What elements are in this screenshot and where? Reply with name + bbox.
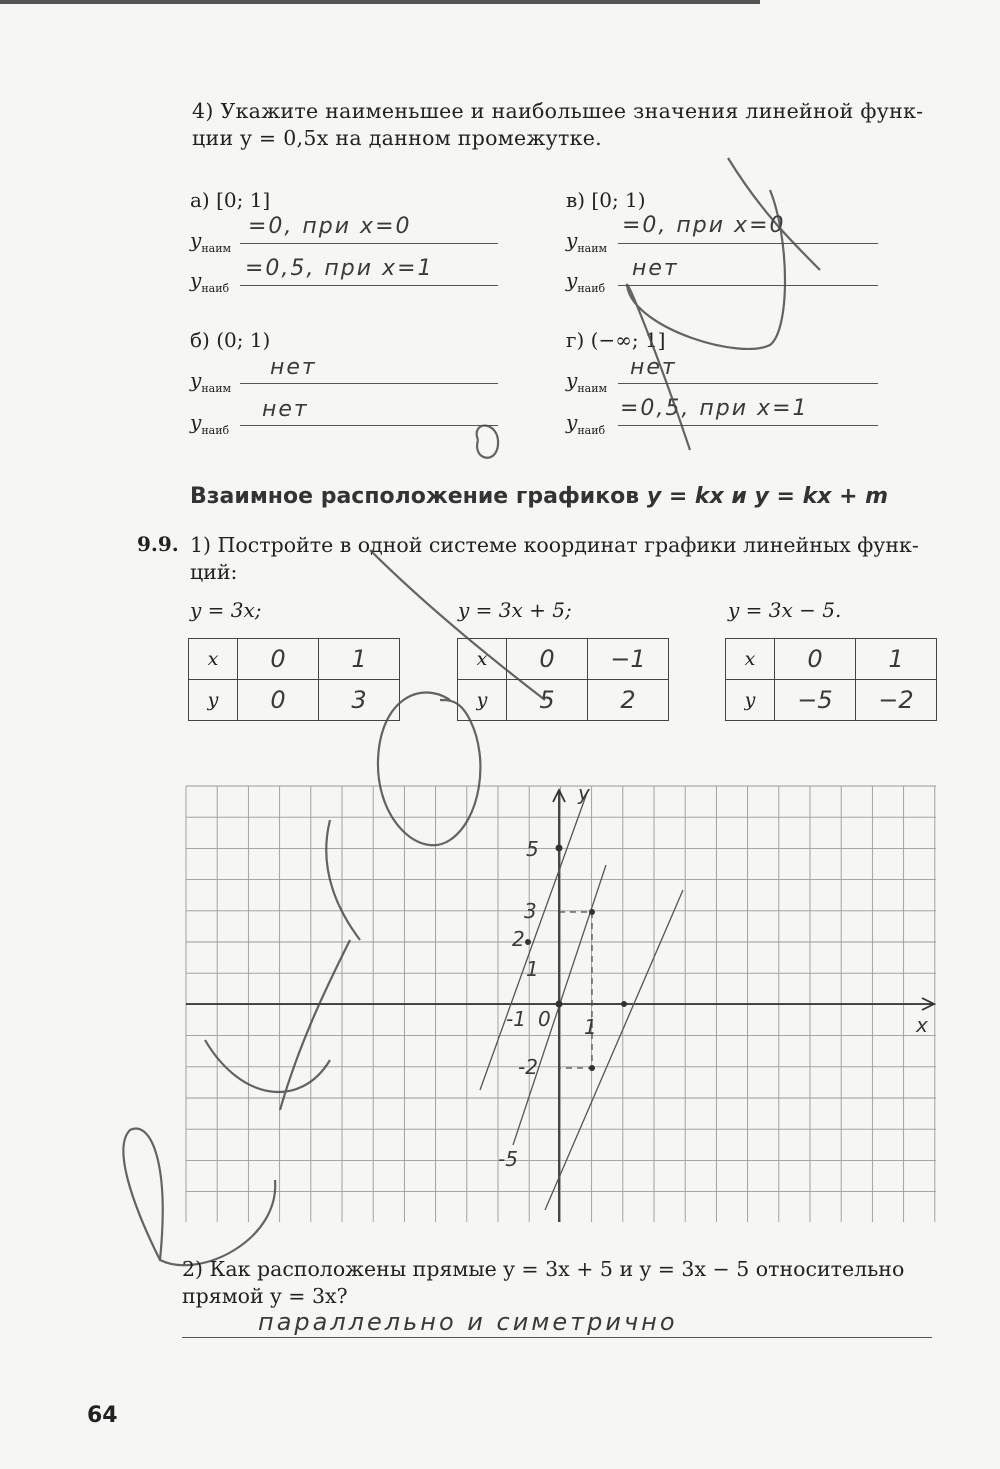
signature-stroke (477, 426, 498, 458)
task99-line1: 1) Постройте в одной системе координат графики линейных функ- (190, 533, 919, 557)
part-g-min-answer: нет (630, 355, 677, 380)
answer-line (240, 425, 498, 426)
part-v-min-answer: =0, при x=0 (622, 213, 786, 238)
tick-label: -1 (506, 1007, 526, 1031)
part-b-max-answer: нет (262, 397, 309, 422)
signature-stroke (123, 1129, 275, 1266)
answer-line (618, 383, 878, 384)
graph-labels (498, 781, 928, 1171)
part-v-min-label: $y_{наим}$ (566, 228, 608, 255)
part-a-max-answer: =0,5, при x=1 (245, 256, 434, 281)
value-table: x 0 −1 y 5 2 (457, 638, 669, 721)
part-v-label: в) [0; 1) (566, 188, 646, 212)
part-b-min-answer: нет (270, 355, 317, 380)
part-g-max-answer: =0,5, при x=1 (620, 396, 809, 421)
question2-text (182, 1256, 934, 1310)
answer-line (240, 285, 498, 286)
tick-label: 1 (584, 1015, 597, 1039)
tick-label: -5 (498, 1147, 518, 1171)
part-g-max-label: $y_{наиб}$ (566, 410, 606, 437)
page-number: 64 (87, 1403, 118, 1428)
signature-stroke (280, 820, 360, 1110)
part-b-max-label: $y_{наиб}$ (190, 410, 230, 437)
y-arrow-icon (553, 790, 565, 802)
answer-line (618, 425, 878, 426)
axes (186, 790, 934, 1222)
answer-line (182, 1337, 932, 1338)
point (556, 845, 563, 852)
task99-text (190, 532, 942, 586)
graph-points (525, 845, 627, 1072)
line-y-3x-minus-5 (545, 890, 683, 1210)
point (621, 1001, 627, 1007)
point (589, 909, 595, 915)
answer-line (618, 285, 878, 286)
task99-line2: ций: (190, 560, 238, 584)
graph-lines (480, 790, 683, 1210)
value-table: x 0 1 y 0 3 (188, 638, 400, 721)
signature-stroke (205, 1040, 330, 1092)
part-g-label: г) (−∞; 1] (566, 328, 666, 352)
question2-line2: прямой y = 3x? (182, 1284, 348, 1308)
function-label: y = 3x − 5. (728, 598, 842, 622)
line-y-3x-plus-5 (480, 790, 588, 1090)
answer-line (240, 383, 498, 384)
tick-label: 2 (512, 927, 525, 951)
tick-label: 5 (526, 837, 539, 861)
part-v-max-label: $y_{наиб}$ (566, 268, 606, 295)
dashed-guides (559, 912, 592, 1068)
task-number: 9.9. (137, 532, 179, 556)
part-v-max-answer: нет (632, 256, 679, 281)
point (556, 1001, 563, 1008)
line-y-3x (513, 865, 606, 1145)
y-axis-label: y (578, 781, 590, 805)
part-a-min-label: $y_{наим}$ (190, 228, 232, 255)
tick-label: 1 (526, 957, 539, 981)
part-g-min-label: $y_{наим}$ (566, 368, 608, 395)
part-b-label: б) (0; 1) (190, 328, 271, 352)
tick-label: 3 (524, 899, 537, 923)
top-border (0, 0, 760, 4)
function-label: y = 3x; (190, 598, 262, 622)
answer-line (618, 243, 878, 244)
task4-text (192, 98, 942, 152)
part-a-max-label: $y_{наиб}$ (190, 268, 230, 295)
part-b-min-label: $y_{наим}$ (190, 368, 232, 395)
value-table: x 0 1 y −5 −2 (725, 638, 937, 721)
part-a-min-answer: =0, при x=0 (248, 214, 412, 239)
answer-line (240, 243, 498, 244)
part-a-label: а) [0; 1] (190, 188, 271, 212)
section-heading: Взаимное расположение графиков y = kx и y = kx + m (190, 484, 889, 509)
task4-line1: 4) Укажите наименьшее и наибольшее значения линейной функ- (192, 99, 924, 123)
x-axis-label: x (916, 1013, 928, 1037)
x-arrow-icon (922, 998, 934, 1010)
question2-answer: параллельно и симетрично (258, 1308, 678, 1336)
point (525, 939, 531, 945)
question2-line1: 2) Как расположены прямые y = 3x + 5 и y = 3x − 5 относительно (182, 1257, 905, 1281)
tick-label: -2 (518, 1055, 538, 1079)
tick-label: 0 (538, 1007, 551, 1031)
point (589, 1065, 595, 1071)
function-label: y = 3x + 5; (458, 598, 572, 622)
task4-line2: ции y = 0,5x на данном промежутке. (192, 126, 602, 150)
grid (186, 786, 936, 1222)
